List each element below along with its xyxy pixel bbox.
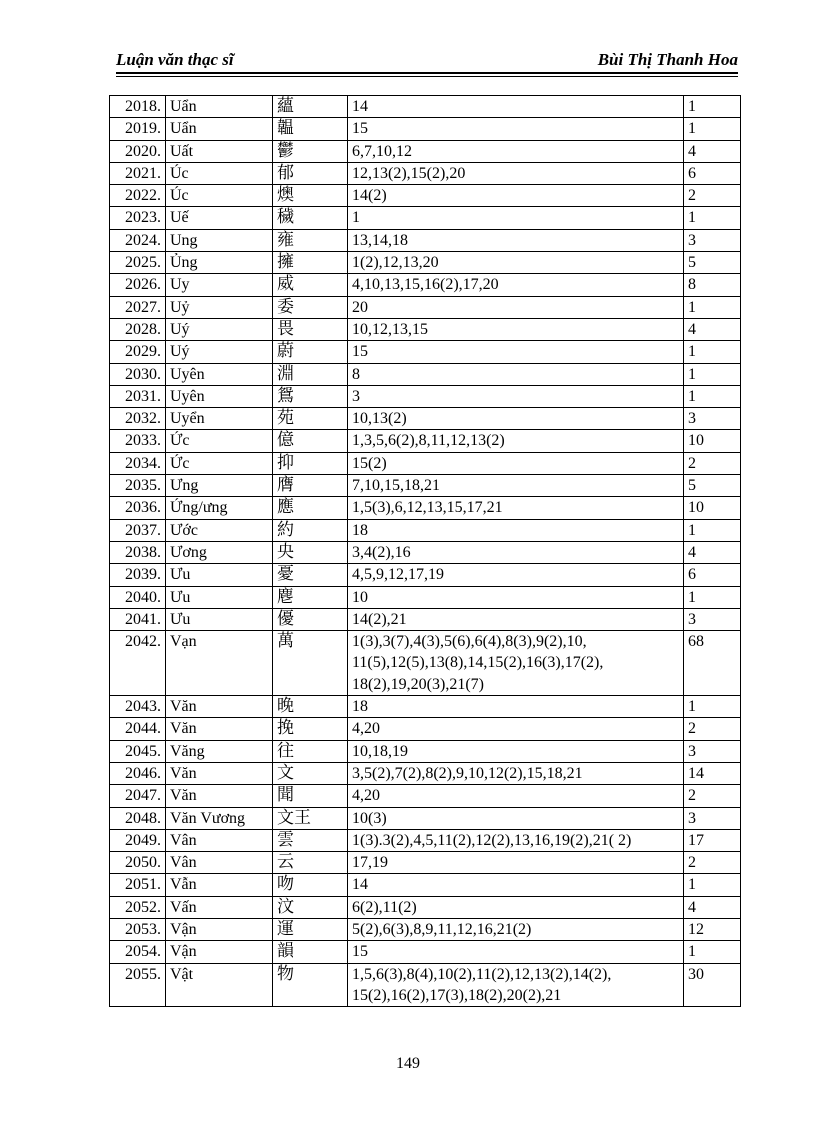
entry-number: 2028. bbox=[110, 318, 166, 340]
vietnamese-reading: Văn Vương bbox=[166, 807, 273, 829]
entry-number: 2025. bbox=[110, 252, 166, 274]
text-references: 1(2),12,13,20 bbox=[348, 252, 684, 274]
table-row bbox=[110, 162, 741, 184]
han-character: 聞 bbox=[273, 785, 348, 807]
text-references: 6,7,10,12 bbox=[348, 140, 684, 162]
occurrence-count: 1 bbox=[684, 296, 741, 318]
han-character: 郁 bbox=[273, 162, 348, 184]
entry-number: 2018. bbox=[110, 96, 166, 118]
vietnamese-reading: Uế bbox=[166, 207, 273, 229]
table-row bbox=[110, 631, 741, 696]
occurrence-count: 2 bbox=[684, 785, 741, 807]
vietnamese-reading: Uyên bbox=[166, 385, 273, 407]
page-number: 149 bbox=[396, 1055, 420, 1072]
occurrence-count: 1 bbox=[684, 96, 741, 118]
header-author: Bùi Thị Thanh Hoa bbox=[597, 50, 738, 69]
text-references: 18 bbox=[348, 519, 684, 541]
text-references: 10(3) bbox=[348, 807, 684, 829]
entry-number: 2040. bbox=[110, 586, 166, 608]
entry-number: 2038. bbox=[110, 541, 166, 563]
table-row bbox=[110, 497, 741, 519]
table-row bbox=[110, 475, 741, 497]
han-character: 云 bbox=[273, 852, 348, 874]
entry-number: 2036. bbox=[110, 497, 166, 519]
occurrence-count: 6 bbox=[684, 162, 741, 184]
entry-number: 2045. bbox=[110, 740, 166, 762]
vietnamese-reading: Ưng bbox=[166, 475, 273, 497]
table-row bbox=[110, 185, 741, 207]
text-references: 15 bbox=[348, 341, 684, 363]
han-character: 苑 bbox=[273, 408, 348, 430]
vietnamese-reading: Ung bbox=[166, 229, 273, 251]
vietnamese-reading: Uý bbox=[166, 318, 273, 340]
han-character: 約 bbox=[273, 519, 348, 541]
table-row bbox=[110, 829, 741, 851]
text-references: 6(2),11(2) bbox=[348, 896, 684, 918]
occurrence-count: 68 bbox=[684, 631, 741, 696]
han-character: 萬 bbox=[273, 631, 348, 696]
occurrence-count: 10 bbox=[684, 430, 741, 452]
table-row bbox=[110, 363, 741, 385]
vietnamese-reading: Văn bbox=[166, 785, 273, 807]
vietnamese-reading: Văn bbox=[166, 696, 273, 718]
header-thesis-title: Luận văn thạc sĩ bbox=[116, 50, 234, 69]
occurrence-count: 1 bbox=[684, 118, 741, 140]
occurrence-count: 4 bbox=[684, 541, 741, 563]
entry-number: 2055. bbox=[110, 963, 166, 1007]
han-character: 晚 bbox=[273, 696, 348, 718]
index-table-body bbox=[110, 96, 741, 1007]
text-references: 17,19 bbox=[348, 852, 684, 874]
table-row bbox=[110, 408, 741, 430]
occurrence-count: 2 bbox=[684, 452, 741, 474]
occurrence-count: 10 bbox=[684, 497, 741, 519]
text-references: 5(2),6(3),8,9,11,12,16,21(2) bbox=[348, 918, 684, 940]
table-row bbox=[110, 807, 741, 829]
han-character: 億 bbox=[273, 430, 348, 452]
occurrence-count: 3 bbox=[684, 807, 741, 829]
han-character: 運 bbox=[273, 918, 348, 940]
text-references: 3,5(2),7(2),8(2),9,10,12(2),15,18,21 bbox=[348, 762, 684, 784]
text-references: 15 bbox=[348, 941, 684, 963]
table-row bbox=[110, 762, 741, 784]
header-rule-thick bbox=[116, 72, 738, 74]
occurrence-count: 2 bbox=[684, 852, 741, 874]
han-character: 畏 bbox=[273, 318, 348, 340]
table-row bbox=[110, 430, 741, 452]
text-references: 1 bbox=[348, 207, 684, 229]
occurrence-count: 5 bbox=[684, 475, 741, 497]
occurrence-count: 2 bbox=[684, 718, 741, 740]
table-row bbox=[110, 564, 741, 586]
text-references: 3 bbox=[348, 385, 684, 407]
occurrence-count: 1 bbox=[684, 586, 741, 608]
header-rule-thin bbox=[116, 76, 738, 77]
han-character: 鴛 bbox=[273, 385, 348, 407]
han-character: 委 bbox=[273, 296, 348, 318]
han-character: 蔚 bbox=[273, 341, 348, 363]
vietnamese-reading: Vấn bbox=[166, 896, 273, 918]
han-character: 應 bbox=[273, 497, 348, 519]
table-row bbox=[110, 318, 741, 340]
entry-number: 2024. bbox=[110, 229, 166, 251]
text-references: 15(2) bbox=[348, 452, 684, 474]
table-row bbox=[110, 874, 741, 896]
text-references: 4,20 bbox=[348, 718, 684, 740]
text-references: 3,4(2),16 bbox=[348, 541, 684, 563]
han-character: 挽 bbox=[273, 718, 348, 740]
entry-number: 2046. bbox=[110, 762, 166, 784]
table-row bbox=[110, 896, 741, 918]
page-header bbox=[116, 50, 738, 72]
entry-number: 2032. bbox=[110, 408, 166, 430]
entry-number: 2039. bbox=[110, 564, 166, 586]
han-character: 膺 bbox=[273, 475, 348, 497]
entry-number: 2044. bbox=[110, 718, 166, 740]
entry-number: 2048. bbox=[110, 807, 166, 829]
occurrence-count: 4 bbox=[684, 318, 741, 340]
han-character: 淵 bbox=[273, 363, 348, 385]
vietnamese-reading: Uẩn bbox=[166, 118, 273, 140]
table-row bbox=[110, 740, 741, 762]
han-character: 燠 bbox=[273, 185, 348, 207]
vietnamese-reading: Văng bbox=[166, 740, 273, 762]
text-references: 13,14,18 bbox=[348, 229, 684, 251]
table-row bbox=[110, 385, 741, 407]
occurrence-count: 1 bbox=[684, 341, 741, 363]
vietnamese-reading: Vật bbox=[166, 963, 273, 1007]
entry-number: 2047. bbox=[110, 785, 166, 807]
entry-number: 2042. bbox=[110, 631, 166, 696]
han-character: 擁 bbox=[273, 252, 348, 274]
text-references: 1(3),3(7),4(3),5(6),6(4),8(3),9(2),10, 11(5),12(5),13(8),14,15(2),16(3),17(2), 18(2),19,20(3),21(7) bbox=[348, 631, 684, 696]
table-row bbox=[110, 608, 741, 630]
vietnamese-reading: Ưu bbox=[166, 564, 273, 586]
vietnamese-reading: Ưu bbox=[166, 608, 273, 630]
character-index-table bbox=[109, 95, 741, 1007]
vietnamese-reading: Vân bbox=[166, 829, 273, 851]
vietnamese-reading: Ước bbox=[166, 519, 273, 541]
table-row bbox=[110, 586, 741, 608]
vietnamese-reading: Vạn bbox=[166, 631, 273, 696]
occurrence-count: 8 bbox=[684, 274, 741, 296]
occurrence-count: 1 bbox=[684, 363, 741, 385]
han-character: 威 bbox=[273, 274, 348, 296]
vietnamese-reading: Uyển bbox=[166, 408, 273, 430]
text-references: 10,18,19 bbox=[348, 740, 684, 762]
occurrence-count: 3 bbox=[684, 408, 741, 430]
table-row bbox=[110, 207, 741, 229]
entry-number: 2027. bbox=[110, 296, 166, 318]
text-references: 4,5,9,12,17,19 bbox=[348, 564, 684, 586]
entry-number: 2022. bbox=[110, 185, 166, 207]
text-references: 15 bbox=[348, 118, 684, 140]
table-row bbox=[110, 229, 741, 251]
occurrence-count: 14 bbox=[684, 762, 741, 784]
occurrence-count: 6 bbox=[684, 564, 741, 586]
vietnamese-reading: Văn bbox=[166, 718, 273, 740]
text-references: 14(2),21 bbox=[348, 608, 684, 630]
table-row bbox=[110, 140, 741, 162]
entry-number: 2051. bbox=[110, 874, 166, 896]
han-character: 往 bbox=[273, 740, 348, 762]
han-character: 優 bbox=[273, 608, 348, 630]
entry-number: 2030. bbox=[110, 363, 166, 385]
han-character: 憂 bbox=[273, 564, 348, 586]
vietnamese-reading: Vận bbox=[166, 918, 273, 940]
han-character: 吻 bbox=[273, 874, 348, 896]
table-row bbox=[110, 941, 741, 963]
entry-number: 2035. bbox=[110, 475, 166, 497]
occurrence-count: 1 bbox=[684, 385, 741, 407]
vietnamese-reading: Ương bbox=[166, 541, 273, 563]
text-references: 8 bbox=[348, 363, 684, 385]
han-character: 抑 bbox=[273, 452, 348, 474]
vietnamese-reading: Uỷ bbox=[166, 296, 273, 318]
occurrence-count: 4 bbox=[684, 140, 741, 162]
occurrence-count: 17 bbox=[684, 829, 741, 851]
entry-number: 2037. bbox=[110, 519, 166, 541]
vietnamese-reading: Vẫn bbox=[166, 874, 273, 896]
han-character: 雍 bbox=[273, 229, 348, 251]
occurrence-count: 1 bbox=[684, 874, 741, 896]
han-character: 汶 bbox=[273, 896, 348, 918]
han-character: 物 bbox=[273, 963, 348, 1007]
table-row bbox=[110, 296, 741, 318]
han-character: 韻 bbox=[273, 941, 348, 963]
vietnamese-reading: Văn bbox=[166, 762, 273, 784]
entry-number: 2029. bbox=[110, 341, 166, 363]
han-character: 蘊 bbox=[273, 96, 348, 118]
entry-number: 2019. bbox=[110, 118, 166, 140]
entry-number: 2031. bbox=[110, 385, 166, 407]
table-row bbox=[110, 341, 741, 363]
occurrence-count: 30 bbox=[684, 963, 741, 1007]
vietnamese-reading: Uý bbox=[166, 341, 273, 363]
entry-number: 2050. bbox=[110, 852, 166, 874]
entry-number: 2020. bbox=[110, 140, 166, 162]
vietnamese-reading: Ủng bbox=[166, 252, 273, 274]
table-row bbox=[110, 718, 741, 740]
han-character: 穢 bbox=[273, 207, 348, 229]
vietnamese-reading: Ưu bbox=[166, 586, 273, 608]
entry-number: 2054. bbox=[110, 941, 166, 963]
entry-number: 2021. bbox=[110, 162, 166, 184]
han-character: 文 bbox=[273, 762, 348, 784]
occurrence-count: 4 bbox=[684, 896, 741, 918]
text-references: 1,5,6(3),8(4),10(2),11(2),12,13(2),14(2), 15(2),16(2),17(3),18(2),20(2),21 bbox=[348, 963, 684, 1007]
text-references: 4,20 bbox=[348, 785, 684, 807]
table-row bbox=[110, 452, 741, 474]
occurrence-count: 3 bbox=[684, 229, 741, 251]
entry-number: 2026. bbox=[110, 274, 166, 296]
han-character: 韞 bbox=[273, 118, 348, 140]
occurrence-count: 3 bbox=[684, 608, 741, 630]
occurrence-count: 12 bbox=[684, 918, 741, 940]
table-row bbox=[110, 785, 741, 807]
entry-number: 2034. bbox=[110, 452, 166, 474]
vietnamese-reading: Ức bbox=[166, 452, 273, 474]
table-row bbox=[110, 696, 741, 718]
vietnamese-reading: Uy bbox=[166, 274, 273, 296]
table-row bbox=[110, 963, 741, 1007]
entry-number: 2043. bbox=[110, 696, 166, 718]
occurrence-count: 1 bbox=[684, 941, 741, 963]
table-row bbox=[110, 274, 741, 296]
text-references: 18 bbox=[348, 696, 684, 718]
entry-number: 2041. bbox=[110, 608, 166, 630]
han-character: 鬱 bbox=[273, 140, 348, 162]
vietnamese-reading: Uất bbox=[166, 140, 273, 162]
vietnamese-reading: Úc bbox=[166, 185, 273, 207]
vietnamese-reading: Ức bbox=[166, 430, 273, 452]
occurrence-count: 1 bbox=[684, 519, 741, 541]
table-row bbox=[110, 541, 741, 563]
text-references: 10,12,13,15 bbox=[348, 318, 684, 340]
text-references: 1(3).3(2),4,5,11(2),12(2),13,16,19(2),21( 2) bbox=[348, 829, 684, 851]
text-references: 14 bbox=[348, 96, 684, 118]
text-references: 14 bbox=[348, 874, 684, 896]
text-references: 12,13(2),15(2),20 bbox=[348, 162, 684, 184]
table-row bbox=[110, 96, 741, 118]
entry-number: 2033. bbox=[110, 430, 166, 452]
table-row bbox=[110, 852, 741, 874]
entry-number: 2052. bbox=[110, 896, 166, 918]
han-character: 央 bbox=[273, 541, 348, 563]
table-row bbox=[110, 252, 741, 274]
han-character: 文王 bbox=[273, 807, 348, 829]
text-references: 14(2) bbox=[348, 185, 684, 207]
vietnamese-reading: Úc bbox=[166, 162, 273, 184]
text-references: 1,3,5,6(2),8,11,12,13(2) bbox=[348, 430, 684, 452]
han-character: 麀 bbox=[273, 586, 348, 608]
occurrence-count: 2 bbox=[684, 185, 741, 207]
vietnamese-reading: Uẩn bbox=[166, 96, 273, 118]
table-row bbox=[110, 918, 741, 940]
table-row bbox=[110, 519, 741, 541]
text-references: 4,10,13,15,16(2),17,20 bbox=[348, 274, 684, 296]
table-row bbox=[110, 118, 741, 140]
vietnamese-reading: Vân bbox=[166, 852, 273, 874]
text-references: 7,10,15,18,21 bbox=[348, 475, 684, 497]
text-references: 10,13(2) bbox=[348, 408, 684, 430]
text-references: 10 bbox=[348, 586, 684, 608]
entry-number: 2049. bbox=[110, 829, 166, 851]
occurrence-count: 5 bbox=[684, 252, 741, 274]
text-references: 1,5(3),6,12,13,15,17,21 bbox=[348, 497, 684, 519]
text-references: 20 bbox=[348, 296, 684, 318]
han-character: 雲 bbox=[273, 829, 348, 851]
vietnamese-reading: Uyên bbox=[166, 363, 273, 385]
entry-number: 2053. bbox=[110, 918, 166, 940]
vietnamese-reading: Vận bbox=[166, 941, 273, 963]
entry-number: 2023. bbox=[110, 207, 166, 229]
vietnamese-reading: Ứng/ưng bbox=[166, 497, 273, 519]
occurrence-count: 1 bbox=[684, 696, 741, 718]
occurrence-count: 3 bbox=[684, 740, 741, 762]
occurrence-count: 1 bbox=[684, 207, 741, 229]
